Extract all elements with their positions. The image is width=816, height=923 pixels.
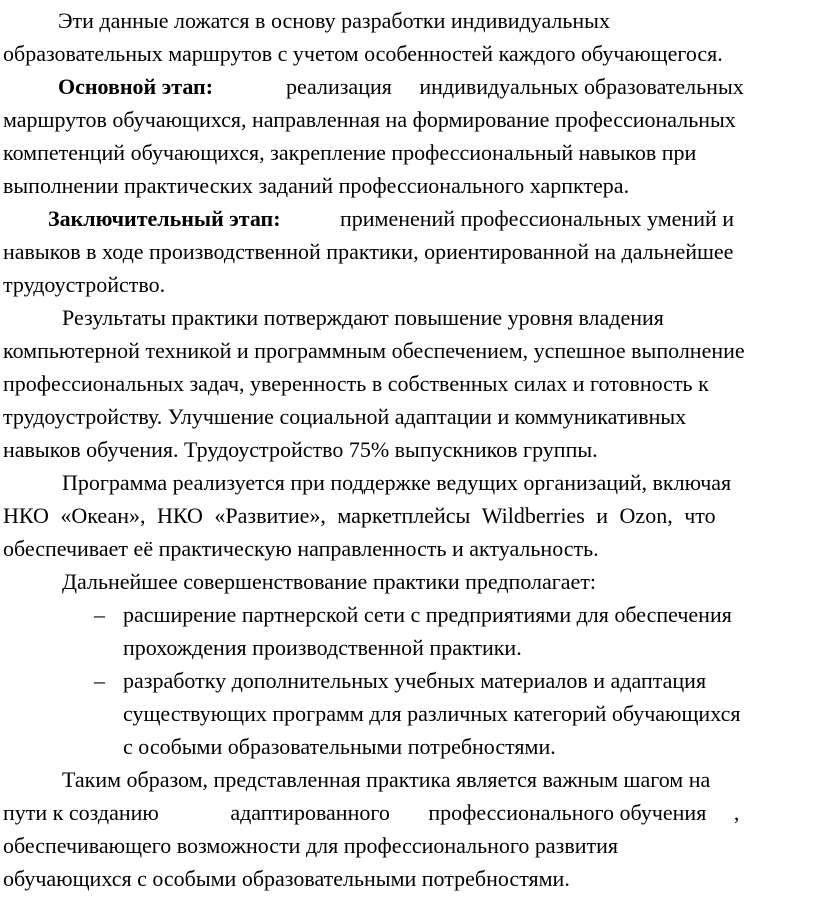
text-line: реализация индивидуальных образовательных [286, 74, 744, 99]
text-line: обеспечивающего возможности для профессионального развития [3, 833, 619, 858]
text-line: трудоустройству. Улучшение социальной адаптации и коммуникативных [3, 404, 687, 429]
text-line: Программа реализуется при поддержке ведущих организаций, включая [62, 470, 732, 495]
stage-heading-main: Основной этап: [58, 74, 214, 99]
text-line: навыков в ходе производственной практики, ориентированной на дальнейшее [3, 239, 734, 264]
text-line: Таким образом, представленная практика является важным шагом на [62, 767, 711, 792]
text-line: НКО «Океан», НКО «Развитие», маркетплейсы Wildberries и Ozon, что [3, 503, 716, 528]
list-item-continuation: с особыми образовательными потребностями. [123, 734, 556, 759]
list-item-continuation: прохождения производственной практики. [123, 635, 522, 660]
text-line: маршрутов обучающихся, направленная на формирование профессиональных [3, 107, 736, 132]
text-line: образовательных маршрутов с учетом особенностей каждого обучающегося. [3, 41, 723, 66]
bullet-dash: – [94, 668, 105, 693]
text-line: профессиональных задач, уверенность в собственных силах и готовность к [3, 371, 709, 396]
stage-heading-final: Заключительный этап: [48, 206, 281, 231]
text-line: Дальнейшее совершенствование практики предполагает: [62, 569, 597, 594]
list-item-continuation: существующих программ для различных категорий обучающихся [123, 701, 741, 726]
text-line: Результаты практики потверждают повышение уровня владения [62, 305, 664, 330]
text-line: навыков обучения. Трудоустройство 75% выпускников группы. [3, 437, 598, 462]
text-line: трудоустройство. [3, 272, 166, 297]
text-line: Эти данные ложатся в основу разработки индивидуальных [58, 8, 610, 33]
text-line: обеспечивает её практическую направленность и актуальность. [3, 536, 599, 561]
list-item: расширение партнерской сети с предприятиями для обеспечения [123, 602, 732, 627]
text-line: выполнении практических заданий профессионального харпктера. [3, 173, 630, 198]
text-line: компьютерной техникой и программным обеспечением, успешное выполнение [3, 338, 745, 363]
text-line: применений профессиональных умений и [340, 206, 735, 231]
bullet-dash: – [94, 602, 105, 627]
text-line: компетенций обучающихся, закрепление профессиональный навыков при [3, 140, 697, 165]
list-item: разработку дополнительных учебных материалов и адаптация [123, 668, 707, 693]
text-line: обучающихся с особыми образовательными потребностями. [3, 866, 570, 891]
text-line: пути к созданию адаптированного профессионального обучения , [3, 800, 740, 825]
